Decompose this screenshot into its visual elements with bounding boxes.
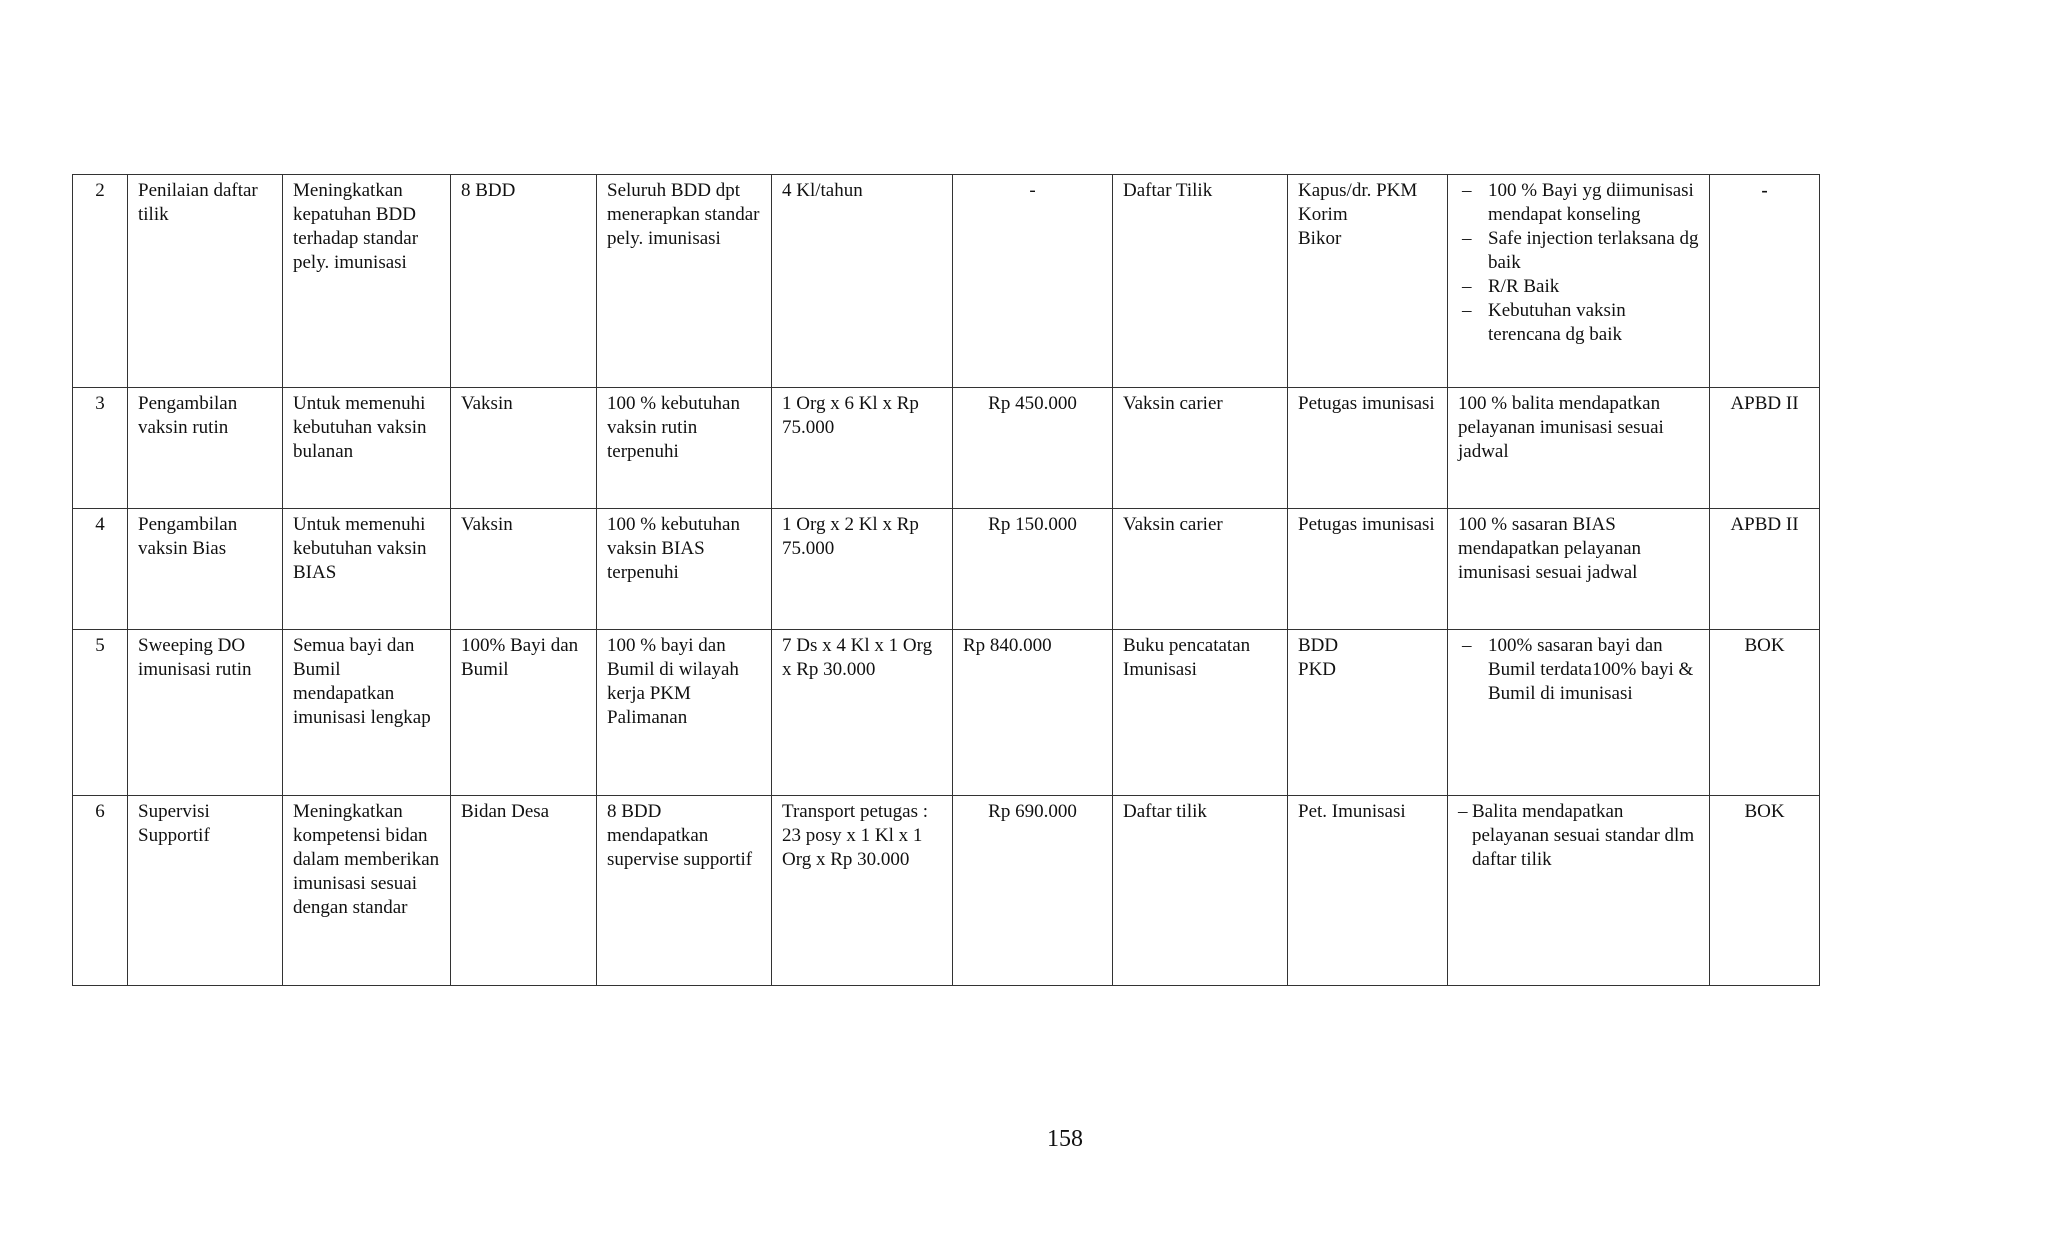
executor-cell: Pet. Imunisasi [1288, 796, 1448, 986]
funding-source-cell: BOK [1710, 630, 1820, 796]
objective-cell: Meningkatkan kompetensi bidan dalam memberikan imunisasi sesuai dengan standar [283, 796, 451, 986]
list-item: – 100% sasaran bayi dan Bumil terdata100% bayi & Bumil di imunisasi [1458, 634, 1699, 706]
activity-cell: Pengambilan vaksin Bias [128, 509, 283, 630]
cost-detail-cell: Transport petugas : 23 posy x 1 Kl x 1 Org x Rp 30.000 [772, 796, 953, 986]
objective-cell: Untuk memenuhi kebutuhan vaksin BIAS [283, 509, 451, 630]
table-row [73, 796, 1820, 986]
cost-detail-cell: 1 Org x 2 Kl x Rp 75.000 [772, 509, 953, 630]
list-item: – 100 % Bayi yg diimunisasi mendapat konseling [1458, 179, 1699, 227]
target-cell: 8 BDD mendapatkan supervise supportif [597, 796, 772, 986]
list-item: – Safe injection terlaksana dg baik [1458, 227, 1699, 275]
target-group-cell: Vaksin [451, 388, 597, 509]
activity-cell: Sweeping DO imunisasi rutin [128, 630, 283, 796]
table-row [73, 630, 1820, 796]
executor-cell: Petugas imunisasi [1288, 388, 1448, 509]
tool-cell: Buku pencatatan Imunisasi [1113, 630, 1288, 796]
tool-cell: Vaksin carier [1113, 388, 1288, 509]
executor-cell: Petugas imunisasi [1288, 509, 1448, 630]
executor-cell: Kapus/dr. PKM Korim Bikor [1288, 175, 1448, 388]
cost-cell: Rp 690.000 [953, 796, 1113, 986]
funding-source-cell: APBD II [1710, 388, 1820, 509]
activity-cell: Supervisi Supportif [128, 796, 283, 986]
funding-source-cell: APBD II [1710, 509, 1820, 630]
table-row [73, 388, 1820, 509]
tool-cell: Daftar tilik [1113, 796, 1288, 986]
tool-cell: Vaksin carier [1113, 509, 1288, 630]
objective-cell: Untuk memenuhi kebutuhan vaksin bulanan [283, 388, 451, 509]
table-row [73, 175, 1820, 388]
indicator-list [1458, 634, 1699, 706]
list-item: – Kebutuhan vaksin terencana dg baik [1458, 299, 1699, 347]
row-number: 2 [73, 175, 128, 388]
cost-cell: - [953, 175, 1113, 388]
objective-cell: Semua bayi dan Bumil mendapatkan imunisasi lengkap [283, 630, 451, 796]
funding-source-cell: - [1710, 175, 1820, 388]
executor-cell: BDD PKD [1288, 630, 1448, 796]
cost-detail-cell: 4 Kl/tahun [772, 175, 953, 388]
target-cell: Seluruh BDD dpt menerapkan standar pely. imunisasi [597, 175, 772, 388]
indicator-cell [1448, 796, 1710, 986]
row-number: 3 [73, 388, 128, 509]
page-number: 158 [1047, 1126, 1083, 1152]
list-item: – Balita mendapatkan pelayanan sesuai standar dlm daftar tilik [1458, 800, 1699, 872]
target-group-cell: 100% Bayi dan Bumil [451, 630, 597, 796]
target-cell: 100 % kebutuhan vaksin BIAS terpenuhi [597, 509, 772, 630]
cost-detail-cell: 1 Org x 6 Kl x Rp 75.000 [772, 388, 953, 509]
cost-detail-cell: 7 Ds x 4 Kl x 1 Org x Rp 30.000 [772, 630, 953, 796]
funding-source-cell: BOK [1710, 796, 1820, 986]
row-number: 4 [73, 509, 128, 630]
objective-cell: Meningkatkan kepatuhan BDD terhadap standar pely. imunisasi [283, 175, 451, 388]
target-cell: 100 % kebutuhan vaksin rutin terpenuhi [597, 388, 772, 509]
indicator-list [1458, 800, 1699, 872]
table-row [73, 509, 1820, 630]
activity-plan-table [72, 174, 1820, 986]
target-cell: 100 % bayi dan Bumil di wilayah kerja PKM Palimanan [597, 630, 772, 796]
cost-cell: Rp 450.000 [953, 388, 1113, 509]
row-number: 5 [73, 630, 128, 796]
indicator-list [1458, 179, 1699, 347]
list-item: – R/R Baik [1458, 275, 1699, 299]
tool-cell: Daftar Tilik [1113, 175, 1288, 388]
activity-cell: Penilaian daftar tilik [128, 175, 283, 388]
cost-cell: Rp 150.000 [953, 509, 1113, 630]
cost-cell: Rp 840.000 [953, 630, 1113, 796]
target-group-cell: 8 BDD [451, 175, 597, 388]
indicator-cell: 100 % sasaran BIAS mendapatkan pelayanan imunisasi sesuai jadwal [1448, 509, 1710, 630]
indicator-cell [1448, 630, 1710, 796]
activity-cell: Pengambilan vaksin rutin [128, 388, 283, 509]
row-number: 6 [73, 796, 128, 986]
indicator-cell: 100 % balita mendapatkan pelayanan imunisasi sesuai jadwal [1448, 388, 1710, 509]
target-group-cell: Bidan Desa [451, 796, 597, 986]
indicator-cell [1448, 175, 1710, 388]
target-group-cell: Vaksin [451, 509, 597, 630]
